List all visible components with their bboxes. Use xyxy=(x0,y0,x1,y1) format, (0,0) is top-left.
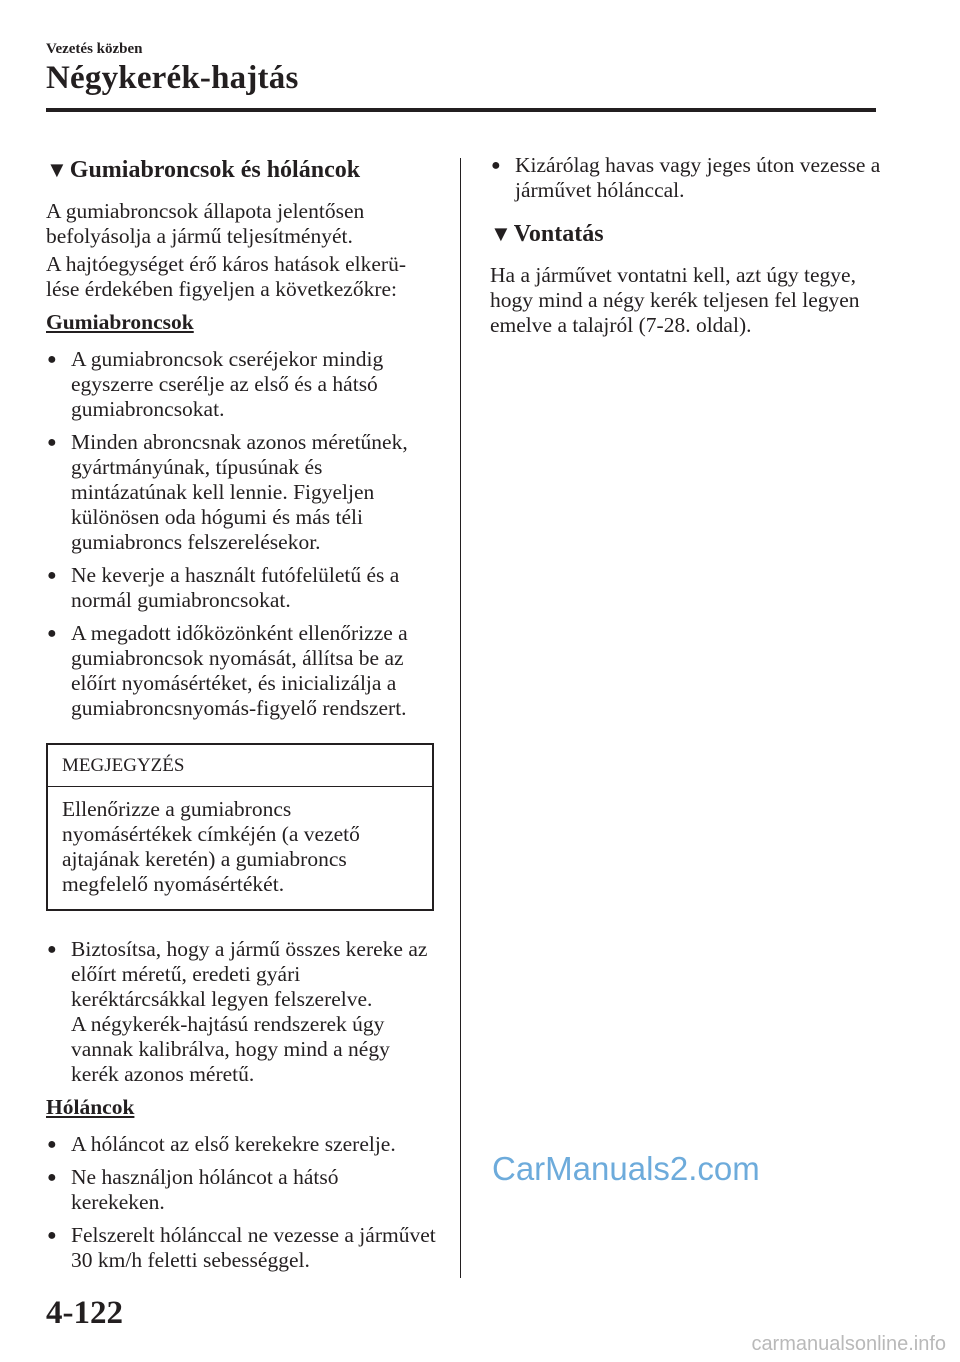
bullet-icon: ● xyxy=(47,1136,57,1153)
page-number: 4-122 xyxy=(46,1295,123,1331)
page-title: Négykerék-hajtás xyxy=(46,60,299,96)
title-divider xyxy=(46,108,876,112)
list-item: ● A gumiabroncsok cseréjekor mindig egyszerre cserélje az első és a hátsó gumiabroncsokat. xyxy=(47,347,384,421)
bullet-icon: ● xyxy=(491,157,501,174)
section-heading-tyres: ▼Gumiabroncsok és hóláncok xyxy=(46,157,361,183)
column-divider xyxy=(460,158,461,1278)
subheading-snow-chains: Hóláncok xyxy=(46,1095,135,1119)
towing-paragraph: Ha a járművet vontatni kell, azt úgy tegye, hogy mind a négy kerék teljesen fel legyen emelve a talajról (7-28. oldal). xyxy=(490,263,860,337)
left-column xyxy=(46,153,436,1281)
bullet-icon: ● xyxy=(47,567,57,584)
bullet-icon: ● xyxy=(47,941,57,958)
tyre-bullet-list xyxy=(46,347,436,721)
list-item: ● A hóláncot az első kerekekre szerelje. xyxy=(47,1132,396,1156)
list-item: ● Biztosítsa, hogy a jármű összes kereke az előírt méretű, eredeti gyári keréktárcsákkal legyen felszerelve. A négykerék-hajtású rendszerek úgy vannak kalibrálva, hogy mind a négy kerék azonos méretű. xyxy=(47,937,428,1086)
intro-paragraph: A gumiabroncsok állapota jelentősen befolyásolja a jármű teljesítményét. xyxy=(46,199,365,248)
bullet-icon: ● xyxy=(47,1169,57,1186)
watermark-logo: CarManuals2.com xyxy=(492,1150,760,1187)
list-item: ● Kizárólag havas vagy jeges úton vezesse a járművet hólánccal. xyxy=(491,153,881,202)
bullet-icon: ● xyxy=(47,1227,57,1244)
list-item: ● Ne használjon hóláncot a hátsó kerekeken. xyxy=(47,1165,339,1214)
note-title: MEGJEGYZÉS xyxy=(48,745,432,787)
snow-chain-bullet-list xyxy=(46,1132,436,1273)
bullet-icon: ● xyxy=(47,351,57,368)
triangle-down-icon: ▼ xyxy=(490,221,512,246)
bullet-icon: ● xyxy=(47,625,57,642)
list-item: ● Minden abroncsnak azonos méretűnek, gyártmányúnak, típusúnak és mintázatúnak kell lennie. Figyeljen különösen oda hógumi és más téli gumiabroncs felszerelésekor. xyxy=(47,430,408,554)
list-item: ● Ne keverje a használt futófelületű és a normál gumiabroncsokat. xyxy=(47,563,400,612)
note-text: Ellenőrizze a gumiabroncs nyomásértékek címkéjén (a vezető ajtajának keretén) a gumiabroncs megfelelő nyomásértékét. xyxy=(62,797,360,896)
list-item: ● A megadott időközönként ellenőrizze a gumiabroncsok nyomását, állítsa be az előírt nyomásértéket, és inicializálja a gumiabroncsnyomás-figyelő rendszert. xyxy=(47,621,408,720)
section-heading-towing: ▼Vontatás xyxy=(490,221,604,247)
bullet-icon: ● xyxy=(47,434,57,451)
note-box xyxy=(46,743,434,911)
intro-paragraph: A hajtóegységet érő káros hatások elkerü-lése érdekében figyeljen a következőkre: xyxy=(46,252,406,301)
wheel-bullet-list xyxy=(46,937,436,1087)
breadcrumb: Vezetés közben xyxy=(46,41,143,57)
right-bullet-list xyxy=(490,153,882,203)
triangle-down-icon: ▼ xyxy=(46,157,68,182)
right-column xyxy=(490,153,882,341)
footer-site-watermark: carmanualsonline.info xyxy=(751,1333,946,1355)
subheading-tyres: Gumiabroncsok xyxy=(46,310,194,334)
list-item: ● Felszerelt hólánccal ne vezesse a járművet 30 km/h feletti sebességgel. xyxy=(47,1223,436,1272)
